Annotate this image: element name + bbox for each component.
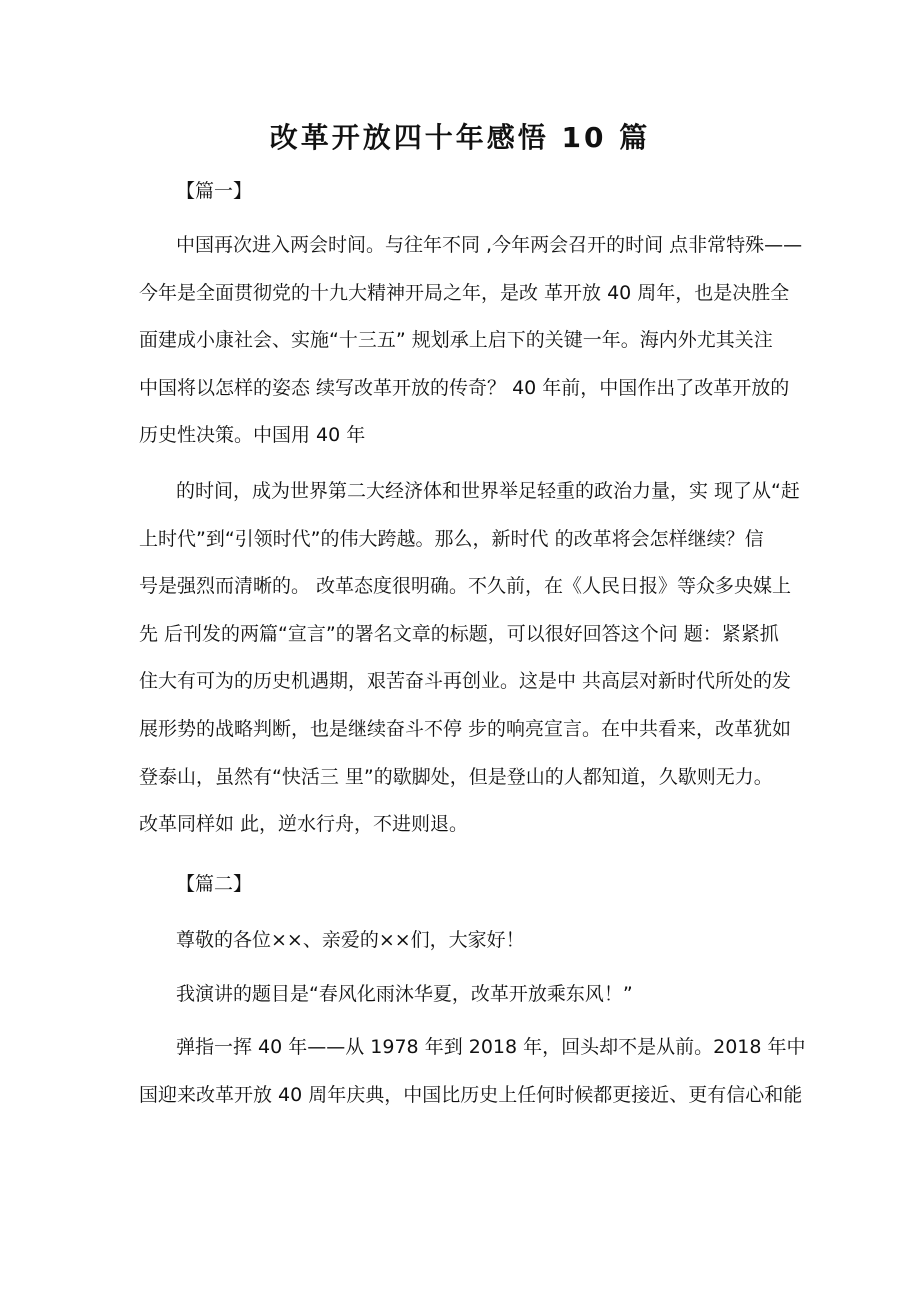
greeting-line: 尊敬的各位××、亲爱的××们，大家好！ [176, 929, 525, 951]
speech-topic-line: 我演讲的题目是“春风化雨沐华夏，改革开放乘东风！” [176, 983, 633, 1005]
paragraph-2-line: 上时代”到“引领时代”的伟大跨越。那么，新时代 的改革将会怎样继续？信 [139, 527, 764, 550]
paragraph-2-line: 的时间，成为世界第二大经济体和世界举足轻重的政治力量，实 现了从“赶 [176, 480, 800, 502]
paragraph-2-line: 先 后刊发的两篇“宣言”的署名文章的标题，可以很好回答这个问 题：紧紧抓 [139, 622, 779, 645]
paragraph-2-line: 号是强烈而清晰的。 改革态度很明确。不久前，在《人民日报》等众多央媒上 [139, 575, 792, 598]
paragraph-1-line: 面建成小康社会、实施“十三五” 规划承上启下的关键一年。海内外尤其关注 [139, 329, 773, 352]
paragraph-1 [139, 222, 803, 460]
paragraph-2 [139, 468, 799, 849]
paragraph-2-line: 住大有可为的历史机遇期，艰苦奋斗再创业。这是中 共高层对新时代所处的发 [139, 670, 792, 693]
paragraph-2-line: 登泰山，虽然有“快活三 里”的歇脚处，但是登山的人都知道，久歇则无力。 [139, 765, 773, 788]
paragraph-2-line: 展形势的战略判断，也是继续奋斗不停 步的响亮宣言。在中共看来，改革犹如 [139, 717, 792, 740]
paragraph-1-line: 中国再次进入两会时间。与往年不同 ,今年两会召开的时间 点非常特殊—— [176, 234, 803, 256]
paragraph-3-line: 国迎来改革开放 40 周年庆典，中国比历史上任何时候都更接近、更有信心和能 [139, 1083, 803, 1106]
paragraph-1-line: 今年是全面贯彻党的十九大精神开局之年，是改 革开放 40 周年，也是决胜全 [139, 281, 790, 304]
paragraph-3 [139, 1024, 806, 1119]
paragraph-1-line: 历史性决策。中国用 40 年 [139, 424, 366, 447]
section-heading-2: 【篇二】 [176, 873, 253, 895]
paragraph-1-line: 中国将以怎样的姿态 续写改革开放的传奇？ 40 年前，中国作出了改革开放的 [139, 376, 790, 399]
paragraph-2-line: 改革同样如 此，逆水行舟，不进则退。 [139, 813, 469, 836]
section-heading-1: 【篇一】 [176, 180, 253, 202]
paragraph-3-line: 弹指一挥 40 年——从 1978 年到 2018 年，回头却不是从前。2018 年中 [176, 1036, 806, 1058]
document-title: 改革开放四十年感悟 10 篇 [269, 121, 651, 154]
